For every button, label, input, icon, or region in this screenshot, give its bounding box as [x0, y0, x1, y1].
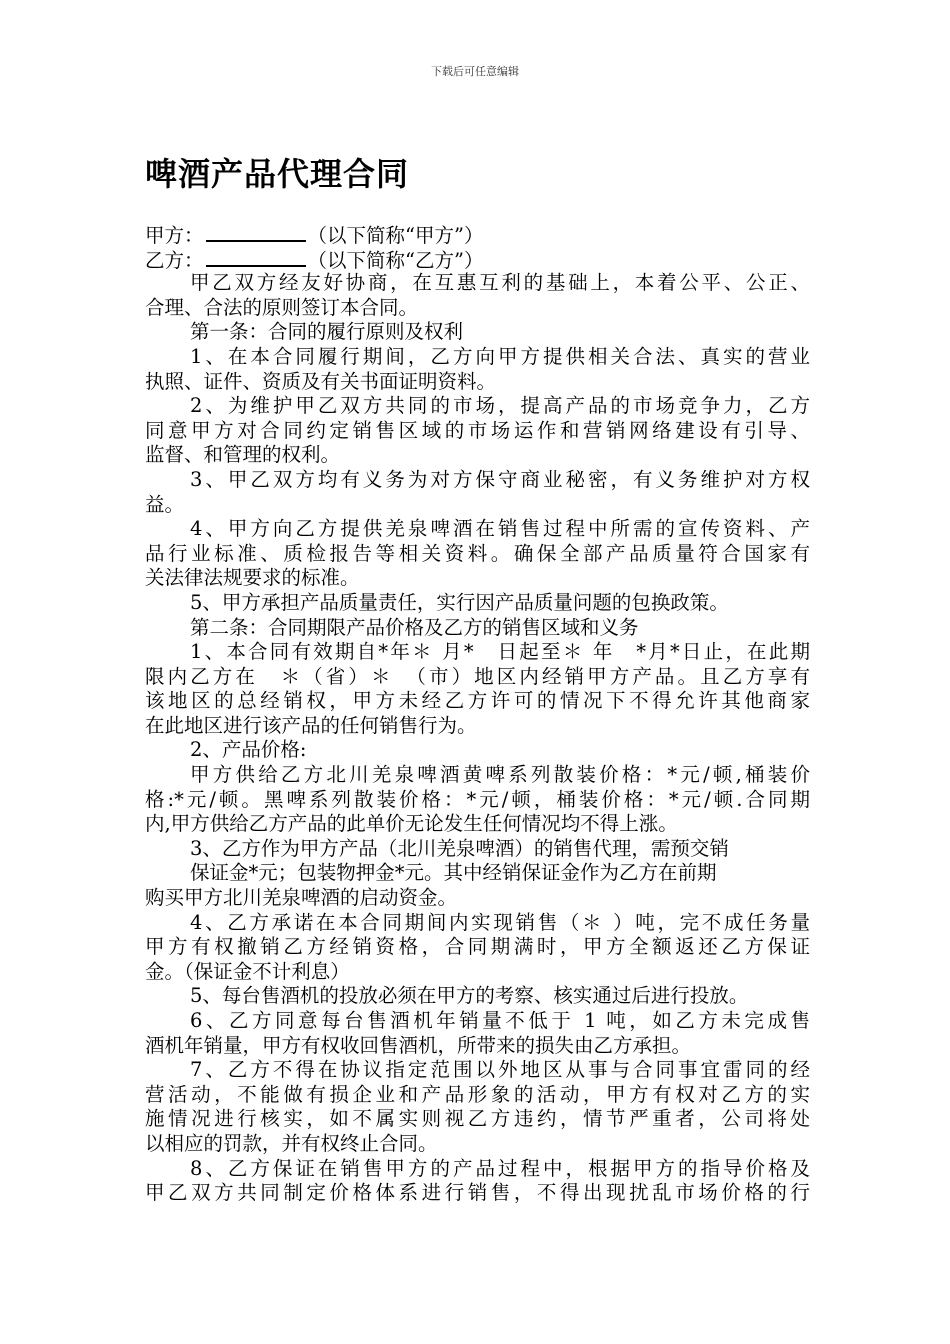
text-line: 执照、证件、资质及有关书面证明资料。	[145, 369, 497, 393]
party-a-line	[145, 222, 810, 247]
text-line: 在此地区进行该产品的任何销售行为。	[145, 713, 477, 737]
text-line: 营活动，不能做有损企业和产品形象的活动，甲方有权对乙方的实	[145, 1082, 810, 1106]
text-line: 同意甲方对合同约定销售区域的市场运作和营销网络建设有引导、	[145, 418, 810, 442]
text-line: 4、甲方向乙方提供羌泉啤酒在销售过程中所需的宣传资料、产	[190, 517, 810, 541]
party-a-label: 甲方：	[145, 224, 204, 247]
text-line: 7、乙方不得在协议指定范围以外地区从事与合同事宜雷同的经	[190, 1058, 810, 1082]
text-line: 保证金*元；包装物押金*元。其中经销保证金作为乙方在前期	[190, 861, 717, 885]
text-line: 3、乙方作为甲方产品（北川羌泉啤酒）的销售代理，需预交销	[190, 836, 729, 860]
text-line: 第一条：合同的履行原则及权利	[190, 320, 464, 344]
party-b-blank	[206, 247, 306, 267]
text-line: 金。（保证金不计利息）	[145, 959, 350, 983]
text-line: 1、本合同有效期自*年＊ 月* 日起至＊ 年 *月*日止，在此期	[190, 640, 810, 664]
contract-lines	[145, 271, 810, 1206]
text-line: 施情况进行核实，如不属实则视乙方违约，情节严重者，公司将处	[145, 1107, 810, 1131]
text-line: 2、产品价格:	[190, 738, 307, 762]
text-line: 4、乙方承诺在本合同期间内实现销售（＊ ）吨，完不成任务量	[190, 910, 810, 934]
text-line: 甲乙双方共同制定价格体系进行销售，不得出现扰乱市场价格的行	[145, 1181, 810, 1205]
party-b-suffix: （以下简称“乙方”）	[307, 248, 484, 272]
text-line: 5、每台售酒机的投放必须在甲方的考察、核实通过后进行投放。	[190, 984, 749, 1008]
text-line: 格:*元/顿。黑啤系列散装价格：*元/顿，桶装价格：*元/顿.合同期	[145, 787, 810, 811]
text-line: 关法律法规要求的标准。	[145, 566, 360, 590]
text-line: 酒机年销量，甲方有权收回售酒机，所带来的损失由乙方承担。	[145, 1033, 692, 1057]
party-a-blank	[206, 222, 306, 242]
text-line: 第二条：合同期限产品价格及乙方的销售区域和义务	[190, 615, 639, 639]
text-line: 1、在本合同履行期间，乙方向甲方提供相关合法、真实的营业	[190, 344, 810, 368]
text-line: 甲方有权撤销乙方经销资格，合同期满时，甲方全额返还乙方保证	[145, 935, 810, 959]
party-a-suffix: （以下简称“甲方”）	[307, 224, 484, 247]
text-line: 3、甲乙双方均有义务为对方保守商业秘密，有义务维护对方权	[190, 467, 810, 491]
contract-body	[145, 222, 810, 1206]
text-line: 8、乙方保证在销售甲方的产品过程中，根据甲方的指导价格及	[190, 1156, 810, 1180]
document-title: 啤酒产品代理合同	[145, 155, 410, 193]
text-line: 益。	[145, 492, 185, 516]
page-header-note: 下载后可任意编辑	[431, 65, 519, 78]
text-line: 2、为维护甲乙双方共同的市场，提高产品的市场竞争力，乙方	[190, 394, 810, 418]
text-line: 该地区的总经销权，甲方未经乙方许可的情况下不得允许其他商家	[145, 689, 810, 713]
text-line: 购买甲方北川羌泉啤酒的启动资金。	[145, 886, 458, 910]
text-line: 限内乙方在 ＊（省）＊ （市）地区内经销甲方产品。且乙方享有	[145, 664, 810, 688]
text-line: 内,甲方供给乙方产品的此单价无论发生任何情况均不得上涨。	[145, 812, 678, 836]
party-b-line	[145, 247, 810, 272]
text-line: 5、甲方承担产品质量责任，实行因产品质量问题的包换政策。	[190, 590, 729, 614]
party-b-label: 乙方：	[145, 248, 204, 272]
text-line: 品行业标准、质检报告等相关资料。确保全部产品质量符合国家有	[145, 541, 810, 565]
text-line: 以相应的罚款，并有权终止合同。	[145, 1131, 438, 1155]
text-line: 甲方供给乙方北川羌泉啤酒黄啤系列散装价格：*元/顿,桶装价	[190, 763, 810, 787]
text-line: 甲乙双方经友好协商，在互惠互利的基础上，本着公平、公正、	[190, 271, 810, 295]
text-line: 合理、合法的原则签订本合同。	[145, 295, 419, 319]
text-line: 6、乙方同意每台售酒机年销量不低于 1 吨，如乙方未完成售	[190, 1009, 810, 1032]
text-line: 监督、和管理的权利。	[145, 443, 341, 467]
